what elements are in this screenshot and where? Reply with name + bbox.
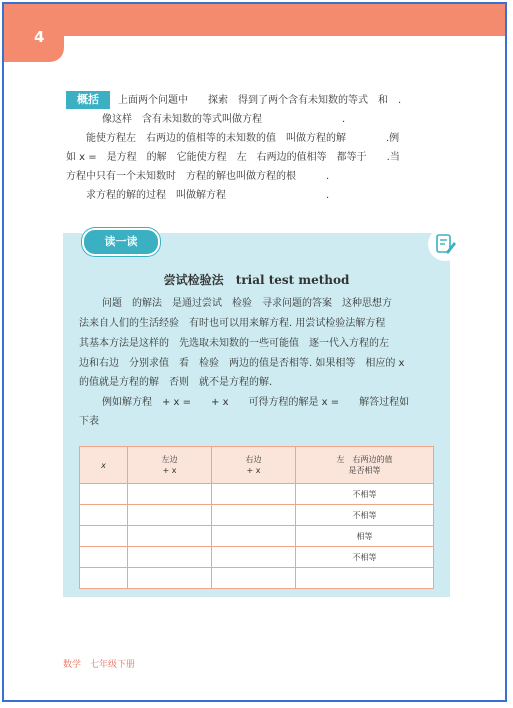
summary-line-2: 像这样 含有未知数的等式叫做方程 .: [102, 114, 346, 125]
cell: [128, 526, 212, 547]
para-line: 问题 的解法 是通过尝试 检验 寻求问题的答案 这种思想方: [102, 298, 392, 309]
header-left: 左边 + x: [128, 447, 212, 484]
page-footer: 数学 七年级下册: [63, 660, 136, 670]
cell: [212, 484, 296, 505]
summary-line-1: 上面两个问题中 探索 得到了两个含有未知数的等式 和 .: [118, 95, 402, 106]
cell: [128, 547, 212, 568]
table-row: [80, 505, 434, 526]
summary-line-6: 求方程的解的过程 叫做解方程 .: [86, 190, 330, 201]
table-row: [80, 568, 434, 589]
para-line: 法来自人们的生活经验 有时也可以用来解方程. 用尝试检验法解方程: [79, 318, 386, 329]
table-row: [80, 484, 434, 505]
cell: 不相等: [296, 484, 434, 505]
table-header-row: [80, 447, 434, 484]
cell: [212, 526, 296, 547]
header-equal: 左 右两边的值 是否相等: [296, 447, 434, 484]
cell: 不相等: [296, 505, 434, 526]
cell: 相等: [296, 526, 434, 547]
para-line: 其基本方法是这样的 先选取未知数的一些可能值 逐一代入方程的左: [79, 338, 389, 349]
summary-tag: 概括: [66, 91, 110, 109]
cell: [296, 568, 434, 589]
cell: [80, 505, 128, 526]
cell: [80, 568, 128, 589]
reading-title: [63, 271, 450, 288]
table-row: [80, 526, 434, 547]
cell: [128, 568, 212, 589]
para-line: 例如解方程 + x = + x 可得方程的解是 x = 解答过程如: [102, 397, 410, 408]
edit-note-icon: [428, 227, 462, 261]
trial-table: [79, 446, 434, 589]
table-row: [80, 547, 434, 568]
cell: [212, 547, 296, 568]
para-line: 下表: [79, 416, 99, 427]
header-right: 右边 + x: [212, 447, 296, 484]
summary-line-3: 能使方程左 右两边的值相等的未知数的值 叫做方程的解 .例: [86, 133, 400, 144]
reading-tag: 读一读: [82, 228, 160, 256]
page-number: 4: [34, 28, 45, 46]
para-line: 的值就是方程的解 否则 就不是方程的解.: [79, 377, 273, 388]
summary-line-4: 如 x = 是方程 的解 它能使方程 左 右两边的值相等 都等于 .当: [66, 152, 400, 163]
cell: [212, 568, 296, 589]
para-line: 边和右边 分别求值 看 检验 两边的值是否相等. 如果相等 相应的 x: [79, 358, 405, 369]
cell: [128, 484, 212, 505]
cell: [212, 505, 296, 526]
header-x: x: [80, 447, 128, 484]
title-english: trial test method: [235, 273, 350, 287]
cell: [80, 484, 128, 505]
cell: [128, 505, 212, 526]
page-number-tab: [4, 4, 64, 62]
summary-line-5: 方程中只有一个未知数时 方程的解也叫做方程的根 .: [66, 171, 330, 182]
cell: 不相等: [296, 547, 434, 568]
top-bar: [4, 4, 505, 36]
cell: [80, 547, 128, 568]
cell: [80, 526, 128, 547]
title-chinese: 尝试检验法: [163, 273, 224, 287]
